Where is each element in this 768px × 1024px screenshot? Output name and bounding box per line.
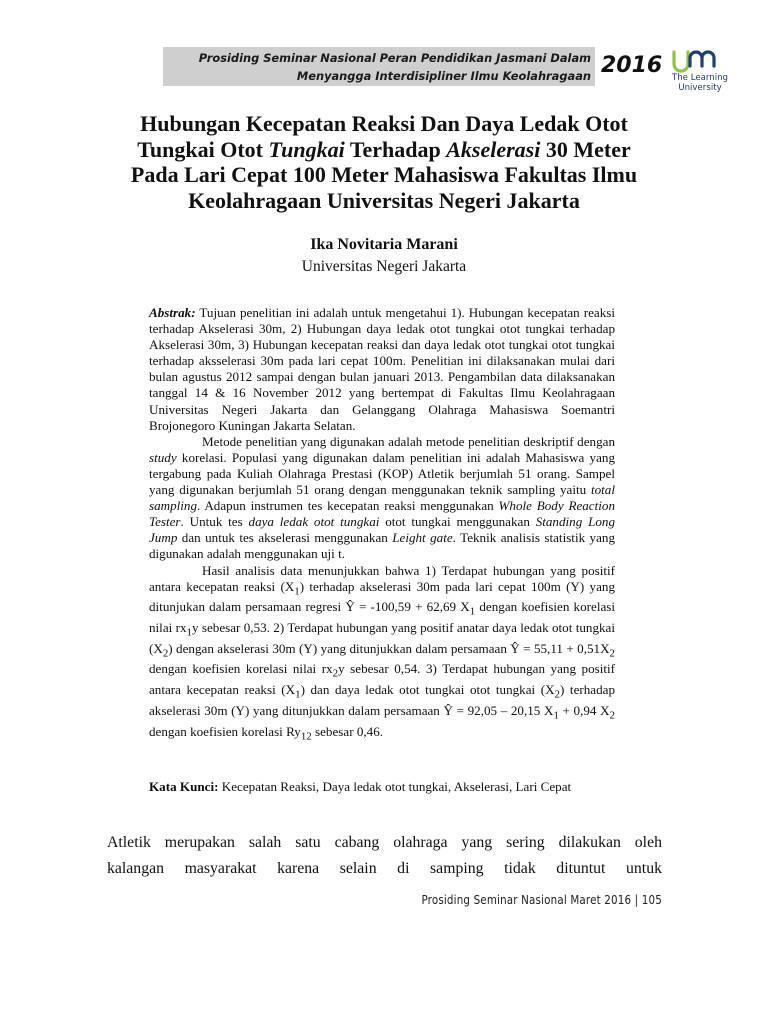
- p2-c: . Adapun instrumen tes kecepatan reaksi menggunakan: [197, 498, 499, 514]
- title-line1: Hubungan Kecepatan Reaksi Dan Daya Ledak Otot: [140, 111, 628, 136]
- p3-a: Hasil analisis data menunjukkan bahwa 1) Terdapat hubungan yang positif antara kecepatan reaksi (X: [149, 562, 615, 594]
- p3-b: ) terhadap akselerasi 30m pada lari cepat 100m (Y) yang ditunjukan dalam persamaan regresi Ŷ = -100,59 + 62,69 X: [149, 578, 615, 615]
- body-line1: Atletik merupakan salah satu cabang olahraga yang sering dilakukan oleh: [107, 834, 662, 851]
- title-line2-a: Tungkai Otot: [137, 136, 269, 162]
- logo-caption-line1: The Learning: [671, 73, 729, 83]
- p3-sub1: 1: [294, 585, 300, 598]
- keywords-label: Kata Kunci:: [149, 779, 219, 794]
- paper-title: [100, 111, 668, 213]
- p3-sub4: 2: [162, 647, 169, 660]
- abstract-paragraph-2: [149, 434, 615, 563]
- p3-sub9: 1: [553, 709, 559, 722]
- p2-daya: daya ledak otot tungkai: [248, 514, 380, 530]
- p3-k: dengan koefisien korelasi Ry: [149, 723, 301, 739]
- body-paragraph: [107, 830, 662, 882]
- abstract-paragraph-3: [149, 563, 615, 745]
- p3-sub10: 2: [609, 709, 615, 722]
- logo-caption-line2: University: [678, 83, 722, 93]
- p3-j: + 0,94 X: [558, 702, 610, 718]
- p3-e: ) dengan akselerasi 30m (Y) yang ditunjukkan dalam persamaan Ŷ = 55,11 + 0,51X: [168, 640, 610, 656]
- keywords: [149, 779, 615, 795]
- p2-f: dan untuk tes akselerasi menggunakan: [177, 530, 393, 546]
- p2-total: total sampling: [149, 482, 615, 514]
- running-header-line2: Menyangga Interdisipliner Ilmu Keolahragaan: [296, 69, 591, 83]
- title-line2: [100, 137, 668, 163]
- logo-caption: [668, 73, 732, 93]
- running-header-line1: Prosiding Seminar Nasional Peran Pendidikan Jasmani Dalam: [198, 51, 591, 65]
- p3-sub2: 1: [469, 605, 476, 618]
- keywords-text: Kecepatan Reaksi, Daya ledak otot tungkai, Akselerasi, Lari Cepat: [218, 779, 572, 794]
- page-footer: Prosiding Seminar Nasional Maret 2016 | 105: [421, 893, 662, 907]
- title-line2-italic1: Tungkai: [268, 136, 345, 162]
- p3-d: y sebesar 0,53. 2) Terdapat hubungan yang positif anatar daya ledak otot tungkai (X: [149, 620, 615, 656]
- p3-sub8: 2: [554, 688, 560, 701]
- running-header: [163, 49, 591, 85]
- p2-leight: Leight gate: [392, 530, 453, 546]
- body-line2: kalangan masyarakat karena selain di samping tidak dituntut untuk: [107, 860, 662, 877]
- p3-h: ) dan daya ledak otot tungkai otot tungkai (X: [300, 682, 555, 698]
- p3-sub6: 2: [332, 668, 339, 681]
- p3-g: y sebesar 0,54. 3) Terdapat hubungan yang positif antara kecepatan reaksi (X: [149, 661, 615, 698]
- title-line4: Keolahragaan Universitas Negeri Jakarta: [188, 187, 580, 213]
- p2-g: . Teknik analisis statistik yang digunakan adalah menggunakan uji t.: [149, 530, 615, 562]
- p2-d: . Untuk tes: [180, 514, 249, 530]
- abstract-label: Abstrak:: [149, 305, 196, 320]
- p2-e: otot tungkai menggunakan: [379, 514, 536, 530]
- p3-sub7: 1: [295, 688, 301, 701]
- abstract: [149, 305, 615, 744]
- p2-a: Metode penelitian yang digunakan adalah metode penelitian deskriptif dengan: [202, 433, 615, 449]
- p3-c: dengan koefisien korelasi nilai rx: [149, 599, 616, 635]
- p2-slj: Standing Long Jump: [149, 514, 615, 546]
- p3-sub11: 12: [300, 730, 312, 743]
- p3-i: ) terhadap akselerasi 30m (Y) yang ditunjukkan dalam persamaan Ŷ = 92,05 – 20,15 X: [149, 682, 616, 718]
- abstract-paragraph-1: [149, 305, 615, 434]
- header-year: 2016: [601, 53, 663, 78]
- p2-wbrt: Whole Body Reaction Tester: [149, 498, 615, 530]
- p3-sub3: 1: [186, 626, 192, 639]
- author-name: Ika Novitaria Marani: [310, 236, 458, 253]
- title-line2-b: Terhadap: [344, 136, 447, 162]
- title-line3: Pada Lari Cepat 100 Meter Mahasiswa Fakultas Ilmu: [130, 162, 638, 187]
- p2-b: korelasi. Populasi yang digunakan dalam penelitian ini adalah Mahasiswa yang tergabung pada Kuliah Olahraga Prestasi (KOP) Atletik berjumlah 51 orang. Sampel yang digunakan berjumlah 51 orang dengan menggunakan teknik sampling yaitu: [149, 449, 615, 498]
- p3-l: sebesar 0,46.: [311, 723, 384, 739]
- abstract-p1-text: Tujuan penelitian ini adalah untuk mengetahui 1). Hubungan kecepatan reaksi terhadap Akselerasi 30m, 2) Hubungan daya ledak otot tungkai otot tungkai terhadap Akselerasi 30m, 3) Hubungan kecepatan reaksi dan daya ledak otot tungkai otot tungkai terhadap aksselerasi 30m pada lari cepat 100m. Penelitian ini dilaksanakan mulai dari bulan agustus 2012 sampai dengan bulan januari 2013. Pengambilan data dilaksanakan tanggal 14 & 16 November 2012 yang bertempat di Fakultas Ilmu Keolahragaan Universitas Negeri Jakarta dan Gelanggang Olahraga Mahasiswa Soemantri Brojonegoro Kuningan Jakarta Selatan.: [149, 305, 615, 433]
- title-line2-c: 30 Meter: [540, 136, 631, 162]
- p3-f: dengan koefisien korelasi nilai rx: [149, 661, 333, 677]
- p2-study: study: [149, 449, 177, 465]
- p3-sub5: 2: [609, 647, 615, 660]
- author-affiliation: Universitas Negeri Jakarta: [301, 258, 467, 275]
- title-line2-italic2: Akselerasi: [446, 136, 541, 162]
